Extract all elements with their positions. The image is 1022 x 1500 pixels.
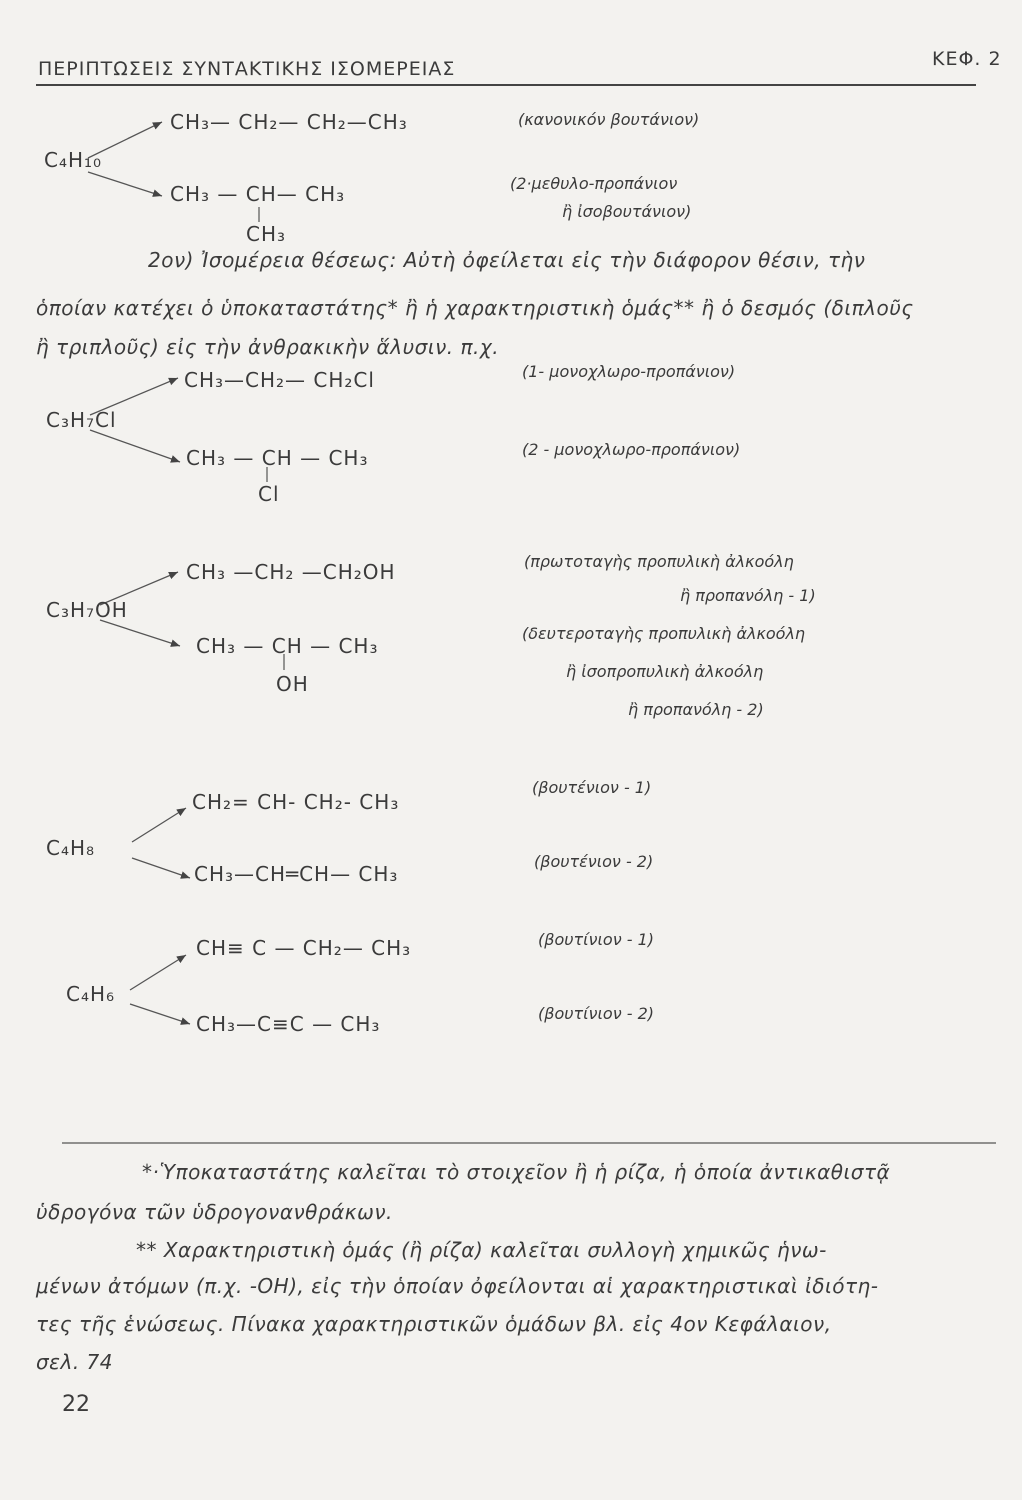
isomer-structure: CH₃ —CH₂ —CH₂OH — [186, 560, 396, 584]
isomer-branch: Cl — [258, 482, 280, 506]
isomer-name: (βουτίνιον - 1) — [538, 930, 654, 949]
arrow-c4h8-down — [132, 858, 190, 878]
isomer-name: (βουτίνιον - 2) — [538, 1004, 654, 1023]
chapter-label: ΚΕΦ. 2 — [932, 48, 1002, 70]
paragraph-line: 2ον) Ἰσομέρεια θέσεως: Αὐτὴ ὀφείλεται εἰς τὴν διάφορον θέσιν, τὴν — [148, 248, 866, 272]
formula-c3h7oh: C₃H₇OH — [46, 598, 128, 622]
isomer-name: (πρωτοταγὴς προπυλικὴ ἀλκοόλη — [524, 552, 794, 571]
isomer-structure: CH₃—C≡C — CH₃ — [196, 1012, 381, 1036]
isomer-name: ἢ ἰσοπροπυλικὴ ἀλκοόλη — [566, 662, 764, 681]
paragraph-line: ἢ τριπλοῦς) εἰς τὴν ἀνθρακικὴν ἅλυσιν. π.χ. — [36, 335, 500, 359]
footnote-line: *·Ὑποκαταστάτης καλεῖται τὸ στοιχεῖον ἢ ἡ ρίζα, ἡ ὁποία ἀντικαθιστᾷ — [142, 1160, 891, 1184]
isomer-name: (δευτεροταγὴς προπυλικὴ ἀλκοόλη — [522, 624, 806, 643]
isomer-name: ἢ προπανόλη - 2) — [628, 700, 764, 719]
isomer-name: (2·μεθυλο-προπάνιον — [510, 174, 678, 193]
arrow-c3h7cl-down — [90, 430, 180, 462]
formula-c3h7cl: C₃H₇Cl — [46, 408, 117, 432]
isomer-name: (βουτένιον - 1) — [532, 778, 652, 797]
isomer-name: (βουτένιον - 2) — [534, 852, 654, 871]
footnote-line: τες τῆς ἑνώσεως. Πίνακα χαρακτηριστικῶν ὁμάδων βλ. εἰς 4ον Κεφάλαιον, — [36, 1312, 832, 1336]
arrow-c4h6-down — [130, 1004, 190, 1024]
arrow-c3h7oh-down — [100, 620, 180, 646]
isomer-name: (2 - μονοχλωρο-προπάνιον) — [522, 440, 741, 459]
formula-c4h6: C₄H₆ — [66, 982, 116, 1006]
isomer-structure: CH₂= CH- CH₂- CH₃ — [192, 790, 400, 814]
page-header-title: ΠΕΡΙΠΤΩΣΕΙΣ ΣΥΝΤΑΚΤΙΚΗΣ ΙΣΟΜΕΡΕΙΑΣ — [38, 58, 456, 80]
isomer-structure: CH≡ C — CH₂— CH₃ — [196, 936, 412, 960]
isomer-structure: CH₃— CH₂— CH₂—CH₃ — [170, 110, 408, 134]
isomer-structure: CH₃ — CH — CH₃ — [186, 446, 369, 470]
page-number: 22 — [62, 1392, 90, 1417]
arrow-c4h6-up — [130, 955, 186, 990]
arrow-c4h8-up — [132, 808, 186, 842]
formula-c4h10: C₄H₁₀ — [44, 148, 103, 172]
footnote-line: σελ. 74 — [36, 1350, 113, 1374]
isomer-name: ἢ προπανόλη - 1) — [680, 586, 816, 605]
isomer-name: ἢ ἰσοβουτάνιον) — [562, 202, 692, 221]
formula-c4h8: C₄H₈ — [46, 836, 96, 860]
paragraph-line: ὁποίαν κατέχει ὁ ὑποκαταστάτης* ἢ ἡ χαρακτηριστικὴ ὁμάς** ἢ ὁ δεσμός (διπλοῦς — [36, 296, 914, 320]
isomer-structure: CH₃—CH₂— CH₂Cl — [184, 368, 375, 392]
isomer-branch: OH — [276, 672, 309, 696]
footnote-line: ** Χαρακτηριστικὴ ὁμάς (ἢ ρίζα) καλεῖται συλλογὴ χημικῶς ἡνω- — [136, 1238, 827, 1262]
isomer-structure: CH₃—CH═CH— CH₃ — [194, 862, 399, 886]
arrow-c4h10-down — [88, 172, 162, 196]
isomer-name: (1- μονοχλωρο-προπάνιον) — [522, 362, 736, 381]
footnote-line: μένων ἀτόμων (π.χ. -OH), εἰς τὴν ὁποίαν ὀφείλονται αἱ χαρακτηριστικαὶ ἰδιότη- — [36, 1274, 879, 1298]
isomer-name: (κανονικόν βουτάνιον) — [518, 110, 700, 129]
isomer-structure: CH₃ — CH — CH₃ — [196, 634, 379, 658]
isomer-branch: CH₃ — [246, 222, 287, 246]
footnote-line: ὑδρογόνα τῶν ὑδρογονανθράκων. — [36, 1200, 393, 1224]
isomer-structure: CH₃ — CH— CH₃ — [170, 182, 346, 206]
